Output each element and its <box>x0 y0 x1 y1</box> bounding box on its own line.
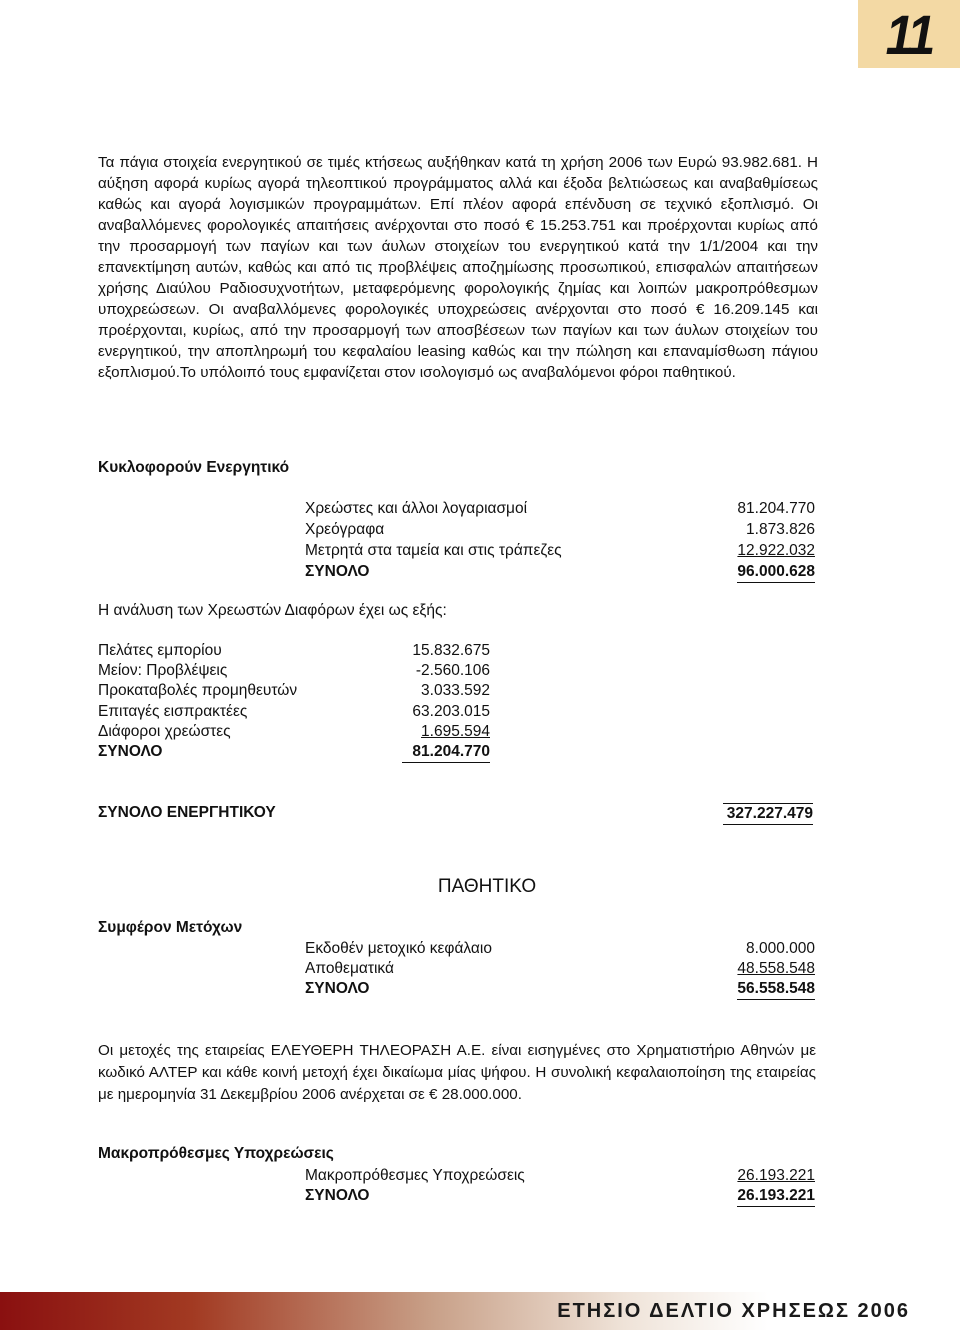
row-label: Διάφοροι χρεώστες <box>98 723 231 740</box>
current-assets-heading: Κυκλοφορούν Ενεργητικό <box>98 459 290 476</box>
table-row <box>305 959 815 979</box>
page-number-badge <box>858 0 960 68</box>
row-label: Μείον: Προβλέψεις <box>98 662 228 679</box>
row-value: 3.033.592 <box>421 682 490 699</box>
equity-heading: Συμφέρον Μετόχων <box>98 919 243 936</box>
debtors-intro: Η ανάλυση των Χρεωστών Διαφόρων έχει ως εξής: <box>98 602 447 619</box>
row-label: Εκδοθέν μετοχικό κεφάλαιο <box>305 940 492 957</box>
table-row <box>98 722 490 742</box>
table-row <box>305 499 815 519</box>
row-value: 8.000.000 <box>746 940 815 957</box>
footer-title: ΕΤΗΣΙΟ ΔΕΛΤΙΟ ΧΡΗΣΕΩΣ 2006 <box>557 1300 910 1322</box>
table-row <box>305 939 815 959</box>
shares-paragraph: Οι μετοχές της εταιρείας ΕΛΕΥΘΕΡΗ ΤΗΛΕΟΡΑΣΗ Α.Ε. είναι εισηγμένες στο Χρηματιστήριο Αθηνών με κωδικό ΑΛΤΕΡ και κάθε κοινή μετοχή έχει δικαίωμα μίας ψήφου. Η συνολική κεφαλαιοποίηση της εταιρείας με ημερομηνία 31 Δεκεμβρίου 2006 ανέρχεται σε € 28.000.000. <box>98 1042 816 1103</box>
row-label: Επιταγές εισπρακτέες <box>98 703 248 720</box>
table-row <box>98 681 490 701</box>
total-assets-label: ΣΥΝΟΛΟ ΕΝΕΡΓΗΤΙΚΟΥ <box>98 804 276 821</box>
table-row <box>98 641 490 661</box>
page-number: 11 <box>885 2 933 66</box>
row-value: 48.558.548 <box>737 960 815 977</box>
row-value: 63.203.015 <box>412 703 490 720</box>
row-value: 26.193.221 <box>737 1167 815 1184</box>
total-value: 56.558.548 <box>737 979 815 1000</box>
total-assets-row <box>98 803 813 823</box>
intro-paragraph: Τα πάγια στοιχεία ενεργητικού σε τιμές κτήσεως αυξήθηκαν κατά τη χρήση 2006 των Ευρώ 93.982.681. Η αύξηση αφορά κυρίως αγορά τηλεοπτικού προγράμματος αλλά και έξοδα βελτιώσεως και αναβαθμίσεως καθώς και αγορά λογισμικών προγραμμάτων. Επί πλέον αφορά επένδυση σε τεχνικό εξοπλισμό. Οι αναβαλλόμενες φορολογικές απαιτήσεις ανέρχονται στο ποσό € 15.253.751 και προέρχονται κυρίως από την προσαρμογή των παγίων και των άυλων στοιχείων του ενεργητικού κατά την 1/1/2004 και την επανεκτίμηση αυτών, καθώς και από τις προβλέψεις αποζημίωσης προσωπικού, επισφαλών απαιτήσεων χρήσης Διαύλου Ραδιοσυχνοτήτων, μεταφερόμενης φορολογικής ζημίας και λοιπών μακροπρόθεσμων υποχρεώσεων. Οι αναβαλλόμενες φορολογικές υποχρεώσεις ανέρχονται στο ποσό € 16.209.145 και προέρχονται, κυρίως, από την προσαρμογή των αποσβέσεων των παγίων και των άυλων στοιχείων του ενεργητικού, την αποπληρωμή του κεφαλαίου leasing καθώς και την πώληση και επαναμίσθωση πάγιου εξοπλισμού.Το υπόλοιπό τους εμφανίζεται στον ισολογισμό ως αναβαλόμενοι φόροι παθητικού. <box>98 154 818 381</box>
long-term-heading: Μακροπρόθεσμες Υποχρεώσεις <box>98 1145 334 1162</box>
row-value: 1.873.826 <box>746 521 815 538</box>
total-row <box>98 742 490 762</box>
row-value: 12.922.032 <box>737 542 815 559</box>
row-label: Αποθεματικά <box>305 960 394 977</box>
table-row <box>98 702 490 722</box>
row-value: 15.832.675 <box>412 642 490 659</box>
total-label: ΣΥΝΟΛΟ <box>305 1187 370 1204</box>
row-value: 1.695.594 <box>421 723 490 740</box>
total-row <box>305 979 815 999</box>
table-row <box>305 1166 815 1186</box>
table-row <box>305 520 815 540</box>
total-row <box>305 1186 815 1206</box>
total-value: 96.000.628 <box>737 562 815 583</box>
total-row <box>305 562 815 582</box>
total-label: ΣΥΝΟΛΟ <box>305 980 370 997</box>
row-value: -2.560.106 <box>415 662 490 679</box>
total-value: 81.204.770 <box>402 742 490 763</box>
row-label: Μετρητά στα ταμεία και στις τράπεζες <box>305 542 562 559</box>
total-label: ΣΥΝΟΛΟ <box>305 563 370 580</box>
table-row <box>305 541 815 561</box>
row-label: Χρεόγραφα <box>305 521 385 538</box>
row-label: Μακροπρόθεσμες Υποχρεώσεις <box>305 1167 525 1184</box>
row-label: Πελάτες εμπορίου <box>98 642 222 659</box>
total-value: 26.193.221 <box>737 1186 815 1207</box>
row-label: Χρεώστες και άλλοι λογαριασμοί <box>305 500 528 517</box>
row-label: Προκαταβολές προμηθευτών <box>98 682 298 699</box>
liabilities-heading: ΠΑΘΗΤΙΚΟ <box>437 876 537 897</box>
table-row <box>98 661 490 681</box>
total-label: ΣΥΝΟΛΟ <box>98 743 163 760</box>
total-assets-value: 327.227.479 <box>723 803 813 825</box>
row-value: 81.204.770 <box>737 500 815 517</box>
